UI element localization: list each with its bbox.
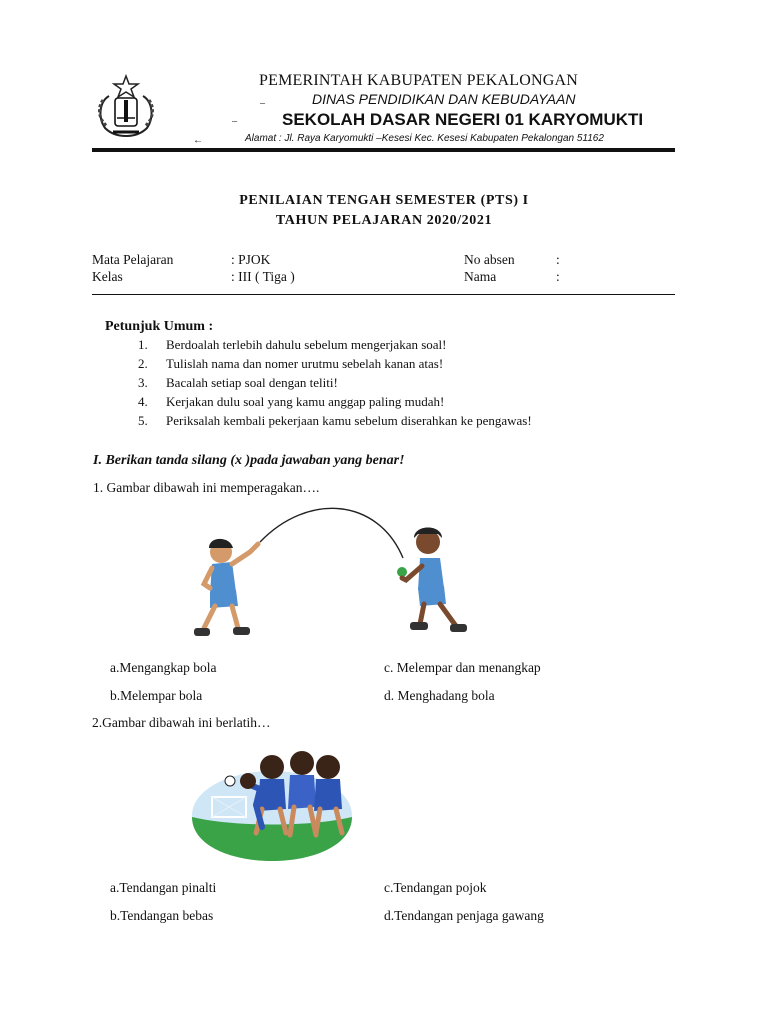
header-mark: ← [193, 135, 203, 146]
exam-title: PENILAIAN TENGAH SEMESTER (PTS) I [239, 193, 529, 208]
meta-divider [92, 294, 675, 295]
absen-field[interactable]: : [556, 252, 560, 267]
exam-year: TAHUN PELAJARAN 2020/2021 [275, 213, 493, 228]
header-address: Alamat : Jl. Raya Karyomukti –Kesesi Kec. Kesesi Kabupaten Pekalongan 51162 [245, 133, 604, 144]
school-emblem [95, 74, 157, 140]
answer-option-a[interactable]: a.Tendangan pinalti [110, 880, 217, 895]
instruction-number: 3. [138, 375, 148, 390]
instruction-item: Periksalah kembali pekerjaan kamu sebelum diserahkan ke pengawas! [166, 413, 532, 428]
header-government: PEMERINTAH KABUPATEN PEKALONGAN [259, 72, 579, 89]
instruction-number: 1. [138, 337, 148, 352]
instruction-item: Tulislah nama dan nomer urutmu sebelah kanan atas! [166, 356, 444, 371]
instruction-item: Kerjakan dulu soal yang kamu anggap paling mudah! [166, 394, 445, 409]
answer-option-c[interactable]: c.Tendangan pojok [384, 880, 487, 895]
throw-catch-illustration [188, 500, 478, 650]
section-title: I. Berikan tanda silang (x )pada jawaban yang benar! [93, 453, 405, 468]
instruction-number: 2. [138, 356, 148, 371]
header-department: DINAS PENDIDIKAN DAN KEBUDAYAAN [312, 91, 576, 107]
answer-option-c[interactable]: c. Melempar dan menangkap [384, 660, 541, 675]
answer-option-b[interactable]: b.Melempar bola [110, 688, 203, 703]
header-school-name: SEKOLAH DASAR NEGERI 01 KARYOMUKTI [282, 110, 644, 129]
header-mark: – [232, 116, 237, 127]
class-value: : III ( Tiga ) [231, 269, 295, 284]
answer-option-a[interactable]: a.Mengangkap bola [110, 660, 217, 675]
header-mark: – [260, 98, 265, 109]
answer-option-d[interactable]: d.Tendangan penjaga gawang [384, 908, 544, 923]
question-1-text: 1. Gambar dibawah ini memperagakan…. [93, 480, 320, 495]
class-label: Kelas [92, 269, 123, 284]
absen-label: No absen [464, 252, 515, 267]
header-divider [92, 148, 675, 152]
answer-option-d[interactable]: d. Menghadang bola [384, 688, 495, 703]
instruction-item: Bacalah setiap soal dengan teliti! [166, 375, 338, 390]
free-kick-illustration [190, 745, 355, 863]
instruction-number: 5. [138, 413, 148, 428]
answer-option-b[interactable]: b.Tendangan bebas [110, 908, 214, 923]
question-2-text: 2.Gambar dibawah ini berlatih… [92, 715, 271, 730]
subject-value: : PJOK [231, 252, 271, 267]
name-field[interactable]: : [556, 269, 560, 284]
instruction-number: 4. [138, 394, 148, 409]
subject-label: Mata Pelajaran [92, 252, 174, 267]
instructions-title: Petunjuk Umum : [105, 319, 214, 334]
instruction-item: Berdoalah terlebih dahulu sebelum mengerjakan soal! [166, 337, 447, 352]
name-label: Nama [464, 269, 497, 284]
